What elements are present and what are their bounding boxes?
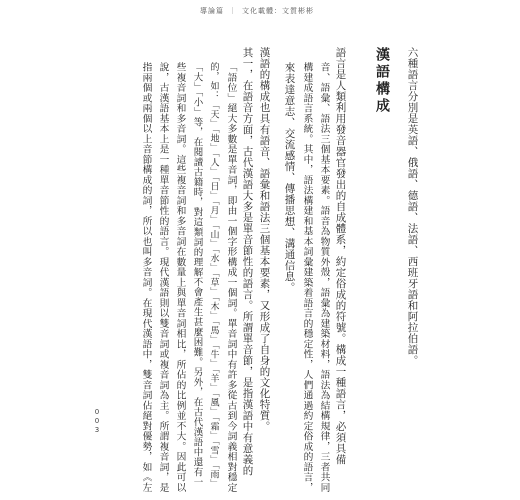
paragraph2-line: 些複音詞和多音詞。這些複音詞和多音詞在數量上與單音詞相比，所佔的比例並不大。因此可以	[174, 62, 186, 493]
header-separator: ｜	[229, 7, 237, 15]
chapter-label: 導論篇	[200, 7, 224, 15]
paragraph2-line: 指兩個或兩個以上音節構成的詞，所以也叫多音詞。在現代漢語中，雙音詞佔絕對優勢，如《左	[140, 62, 152, 493]
paragraph2-line: 「大」「小」等，在閱讀古籍時，對這類詞的理解不會產生甚麼困難。另外，在古代漢語中還有一	[191, 62, 203, 488]
paragraph2-line: 其一，在語音方面，古代漢語大多是單音節性的語言。所謂單音節，是指漢語中有意義的	[241, 47, 254, 476]
paragraph2-line: 的，如：「天」「地」「人」「日」「月」「山」「水」「草」「木」「馬」「牛」「羊」「風」「霜」「雪」「雨」	[208, 62, 219, 489]
paragraph1-line: 來表達意志、交流感情、傳播思想、溝通信息。	[283, 62, 296, 293]
paragraph2-line: 「語位」絕大多數是單音詞，即由一個字形構成一個詞。單音詞中有許多從古到今詞義相對穩定	[225, 62, 237, 493]
paragraph1-line: 構建成語言系統。其中，語法構建和基本詞彙建築着語言的穩定性，人們通過約定俗成的語言，	[301, 62, 313, 493]
paragraph1-line: 語言是人類利用發音器官發出的自成體系，約定俗成的符號。構成一種語言，必須具備	[334, 47, 347, 465]
paragraph2-line: 漢語的構成也具有語音、語彙和語法三個基本要素，又形成了自身的文化特質。	[258, 47, 271, 432]
section-heading: 漢語構成	[374, 47, 390, 115]
paragraph2-line: 說，古漢語基本上是一種單音節性的語言。現代漢語則以雙音詞或複音詞為主。所謂複音詞，是	[157, 62, 169, 493]
paragraph1-line: 音、語彙、語法三個基本要素。語音為物質外殼，語彙為建築材料，語法為結構規律，三者共同	[318, 62, 330, 493]
intro-line: 六種語言分別是英語、俄語、德語、法語、西班牙語和阿拉伯語。	[406, 47, 419, 366]
section-label: 文化載體：文質彬彬	[242, 7, 314, 15]
page-number: 003	[93, 408, 101, 435]
running-head	[200, 6, 314, 16]
